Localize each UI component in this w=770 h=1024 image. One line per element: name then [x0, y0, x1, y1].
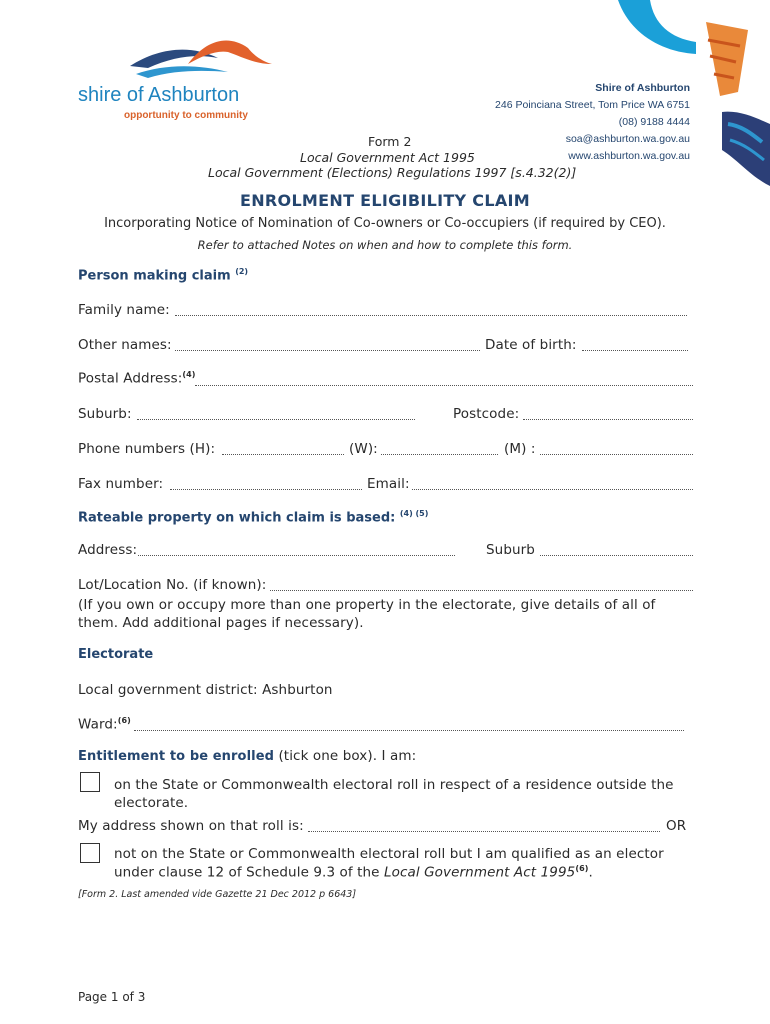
roll-address-label: My address shown on that roll is:: [78, 818, 304, 834]
roll-address-field[interactable]: [308, 831, 660, 832]
section-electorate-heading: Electorate: [78, 647, 154, 662]
page-subtitle: Incorporating Notice of Nomination of Co-owners or Co-occupiers (if required by CEO).: [104, 216, 666, 231]
logo: [78, 34, 278, 124]
dob-label: Date of birth:: [485, 337, 577, 353]
other-names-label: Other names:: [78, 337, 172, 353]
suburb-label: Suburb:: [78, 406, 132, 422]
suburb-field[interactable]: [137, 419, 415, 420]
section-property-heading: Rateable property on which claim is based: $^{(4) (5)}$: [78, 509, 429, 526]
email-field[interactable]: [412, 489, 693, 490]
contact-email: soa@ashburton.wa.gov.au: [565, 133, 690, 145]
option-qualified-elector-checkbox[interactable]: [80, 843, 100, 863]
phone-m-label: (M) :: [504, 441, 536, 457]
property-note-line2: them. Add additional pages if necessary).: [78, 615, 364, 631]
ward-label: Ward:$^{(6)}$: [78, 716, 131, 733]
section-entitlement-heading: Entitlement to be enrolled (tick one box). I am:: [78, 748, 417, 764]
option2-line1: not on the State or Commonwealth electoral roll but I am qualified as an elector: [114, 846, 664, 862]
postal-address-field[interactable]: [195, 385, 693, 386]
option1-line2: electorate.: [114, 795, 189, 811]
contact-org: Shire of Ashburton: [595, 82, 690, 94]
phone-m-field[interactable]: [540, 454, 693, 455]
form-act: Local Government Act 1995: [300, 150, 475, 165]
family-name-label: Family name:: [78, 302, 170, 318]
dob-field[interactable]: [582, 350, 688, 351]
phone-w-label: (W):: [349, 441, 378, 457]
postcode-field[interactable]: [523, 419, 693, 420]
contact-address: 246 Poinciana Street, Tom Price WA 6751: [495, 99, 690, 111]
option-outside-roll-checkbox[interactable]: [80, 772, 100, 792]
district-label: Local government district: Ashburton: [78, 682, 333, 698]
phone-w-field[interactable]: [381, 454, 498, 455]
property-address-field[interactable]: [138, 555, 455, 556]
person-ref: (2): [235, 267, 249, 276]
logo-tagline: opportunity to community: [124, 110, 248, 121]
family-name-field[interactable]: [175, 315, 687, 316]
postal-ref: (4): [182, 370, 196, 379]
phone-h-label: Phone numbers (H):: [78, 441, 216, 457]
property-address-label: Address:: [78, 542, 138, 558]
ward-field[interactable]: [134, 730, 684, 731]
option2-ref: (6): [575, 864, 589, 873]
footer-note: [Form 2. Last amended vide Gazette 21 Dec 2012 p 6643]: [78, 889, 357, 900]
fax-label: Fax number:: [78, 476, 164, 492]
instruction-note: Refer to attached Notes on when and how to complete this form.: [197, 238, 573, 252]
page-number: Page 1 of 3: [78, 990, 146, 1004]
ward-ref: (6): [117, 716, 131, 725]
page-title: ENROLMENT ELIGIBILITY CLAIM: [240, 191, 530, 210]
section-person-heading: Person making claim $^{(2)}$: [78, 267, 249, 284]
property-suburb-label: Suburb: [486, 542, 535, 558]
property-suburb-field[interactable]: [540, 555, 693, 556]
phone-h-field[interactable]: [222, 454, 344, 455]
lot-label: Lot/Location No. (if known):: [78, 577, 267, 593]
property-note-line1: (If you own or occupy more than one property in the electorate, give details of all of: [78, 597, 656, 613]
other-names-field[interactable]: [175, 350, 480, 351]
option2-line2: under clause 12 of Schedule 9.3 of the Local Government Act 1995$^{(6)}$.: [114, 864, 593, 881]
postal-address-label: Postal Address:$^{(4)}$: [78, 370, 196, 387]
property-ref: (4) (5): [399, 509, 429, 518]
or-label: OR: [666, 818, 687, 834]
fax-field[interactable]: [170, 489, 362, 490]
lot-field[interactable]: [270, 590, 693, 591]
postcode-label: Postcode:: [453, 406, 520, 422]
contact-phone: (08) 9188 4444: [618, 116, 690, 128]
form-number: Form 2: [368, 134, 412, 149]
option1-line1: on the State or Commonwealth electoral roll in respect of a residence outside the: [114, 777, 674, 793]
contact-website: www.ashburton.wa.gov.au: [568, 150, 690, 162]
logo-swoosh-icon: [78, 34, 278, 90]
email-label: Email:: [367, 476, 410, 492]
logo-name: shire of Ashburton: [78, 84, 240, 106]
form-regulations: Local Government (Elections) Regulations 1997 [s.4.32(2)]: [208, 165, 577, 180]
